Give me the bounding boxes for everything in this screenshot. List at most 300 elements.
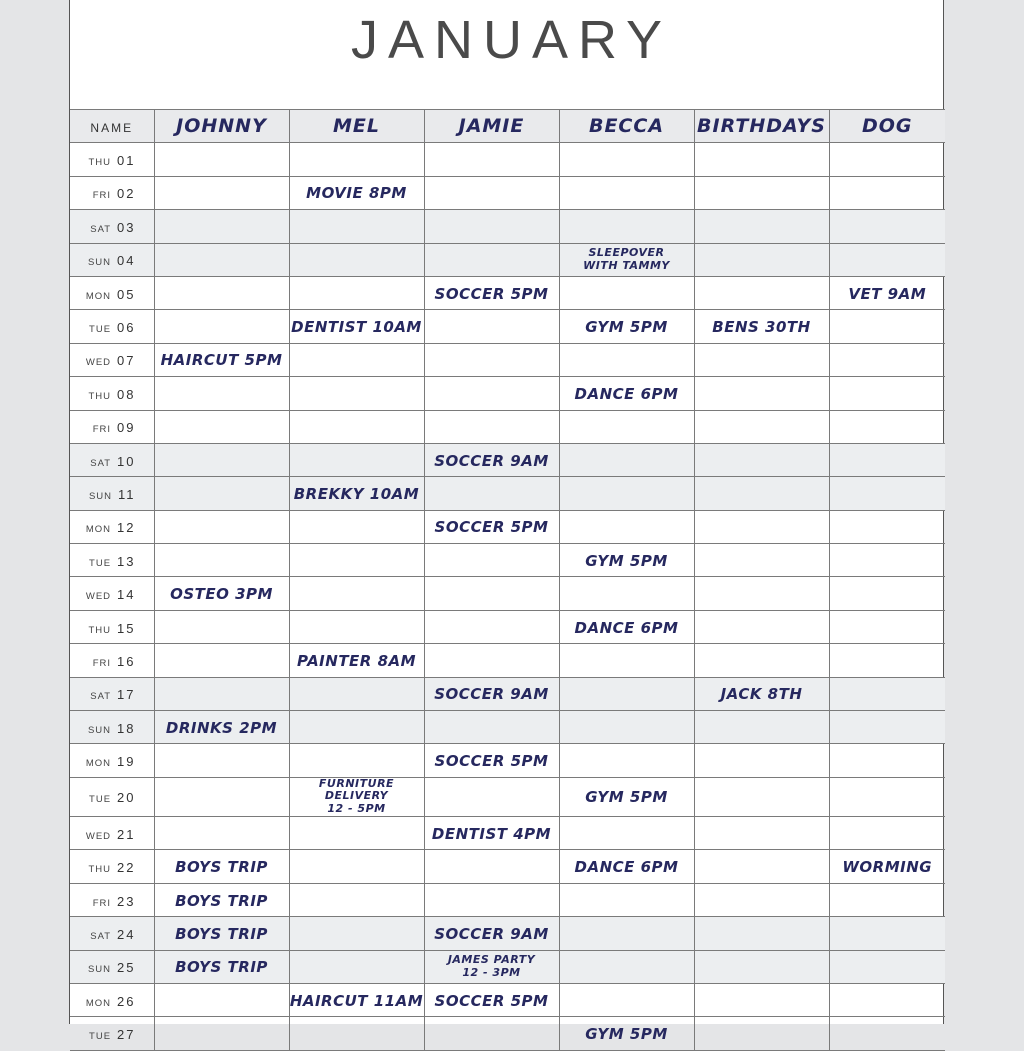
entry-cell[interactable] [154,176,289,209]
entry-cell[interactable] [829,850,945,883]
entry-text: DENTIST 4PM [431,824,552,843]
entry-cell[interactable] [424,477,559,510]
entry-cell[interactable] [694,817,829,850]
entry-cell[interactable] [694,176,829,209]
entry-cell[interactable] [559,777,694,816]
entry-cell[interactable] [559,377,694,410]
table-row [70,984,945,1017]
entry-cell[interactable] [829,377,945,410]
day-of-week: WED [85,830,112,842]
day-of-week: FRI [92,424,112,436]
entry-cell[interactable] [829,176,945,209]
entry-cell[interactable] [829,343,945,376]
entry-cell[interactable] [694,210,829,243]
day-number: 25 [117,960,136,976]
entry-cell[interactable] [559,410,694,443]
entry-cell[interactable] [694,510,829,543]
entry-cell[interactable] [559,243,694,276]
day-of-week: SAT [90,691,112,703]
day-of-week: WED [85,357,112,369]
entry-cell[interactable] [694,544,829,577]
day-cell [70,310,154,343]
entry-cell[interactable] [289,1017,424,1050]
day-of-week: MON [85,997,112,1009]
entry-cell[interactable] [289,544,424,577]
entry-cell[interactable] [424,343,559,376]
entry-text: BREKKY 10AM [293,484,420,503]
entry-cell[interactable] [424,243,559,276]
table-row [70,883,945,916]
entry-cell[interactable] [694,917,829,950]
entry-cell[interactable] [829,817,945,850]
entry-cell[interactable] [559,644,694,677]
column-header-dog [829,110,945,143]
entry-cell[interactable] [289,744,424,777]
entry-cell[interactable] [289,343,424,376]
entry-text: SOCCER 5PM [434,518,549,537]
entry-cell[interactable] [154,343,289,376]
day-number: 19 [117,754,136,770]
entry-cell[interactable] [154,210,289,243]
column-header-mel [289,110,424,143]
entry-text: FURNITURE DELIVERY 12 - 5PM [318,776,395,816]
table-row [70,644,945,677]
entry-cell[interactable] [424,817,559,850]
entry-cell[interactable] [829,744,945,777]
entry-cell[interactable] [289,850,424,883]
day-number: 22 [117,860,136,876]
column-header-johnny [154,110,289,143]
table-row [70,176,945,209]
entry-cell[interactable] [289,577,424,610]
day-number: 14 [117,587,136,603]
day-of-week: SAT [90,223,112,235]
day-cell [70,711,154,744]
entry-cell[interactable] [694,644,829,677]
entry-cell[interactable] [559,210,694,243]
entry-cell[interactable] [289,917,424,950]
entry-cell[interactable] [154,817,289,850]
day-of-week: MON [85,524,112,536]
day-of-week: SUN [88,490,112,502]
entry-cell[interactable] [829,477,945,510]
entry-cell[interactable] [559,950,694,983]
entry-cell[interactable] [289,176,424,209]
day-number: 02 [117,186,136,202]
day-cell [70,477,154,510]
entry-cell[interactable] [154,544,289,577]
table-row [70,777,945,816]
entry-cell[interactable] [694,883,829,916]
entry-cell[interactable] [559,610,694,643]
entry-text: SOCCER 5PM [434,284,549,303]
day-of-week: WED [85,591,112,603]
entry-text: BOYS TRIP [175,958,268,977]
entry-cell[interactable] [559,917,694,950]
table-row [70,1017,945,1050]
entry-cell[interactable] [424,510,559,543]
entry-cell[interactable] [424,210,559,243]
entry-cell[interactable] [154,610,289,643]
day-number: 07 [117,353,136,369]
entry-cell[interactable] [829,276,945,309]
entry-cell[interactable] [694,143,829,176]
entry-cell[interactable] [424,744,559,777]
entry-text: JAMES PARTY 12 - 3PM [447,953,536,979]
day-cell [70,443,154,476]
day-of-week: SAT [90,457,112,469]
entry-text: DANCE 6PM [574,384,679,403]
day-of-week: TUE [89,557,112,569]
table-row [70,544,945,577]
entry-cell[interactable] [289,477,424,510]
entry-cell[interactable] [829,243,945,276]
column-header-birthdays [694,110,829,143]
entry-cell[interactable] [694,984,829,1017]
day-of-week: THU [88,157,112,169]
table-row [70,343,945,376]
entry-text: SLEEPOVER WITH TAMMY [583,245,670,272]
day-number: 21 [117,826,136,842]
entry-cell[interactable] [829,950,945,983]
entry-cell[interactable] [829,1017,945,1050]
column-header-becca [559,110,694,143]
day-of-week: THU [88,864,112,876]
day-number: 10 [117,453,136,469]
entry-cell[interactable] [154,850,289,883]
entry-cell[interactable] [829,210,945,243]
entry-cell[interactable] [289,510,424,543]
entry-cell[interactable] [154,644,289,677]
day-number: 18 [117,720,136,736]
entry-text: SOCCER 9AM [434,924,549,943]
entry-cell[interactable] [424,1017,559,1050]
entry-text: BOYS TRIP [175,891,268,910]
day-number: 13 [117,553,136,569]
entry-cell[interactable] [694,410,829,443]
entry-cell[interactable] [289,410,424,443]
entry-cell[interactable] [424,984,559,1017]
entry-cell[interactable] [289,610,424,643]
entry-cell[interactable] [694,950,829,983]
entry-cell[interactable] [154,984,289,1017]
column-header-label: JOHNNY [176,115,267,138]
table-row [70,711,945,744]
column-header-label: JAMIE [458,115,525,138]
entry-cell[interactable] [829,984,945,1017]
entry-cell[interactable] [559,510,694,543]
day-number: 06 [117,320,136,336]
entry-cell[interactable] [559,544,694,577]
day-number: 12 [117,520,136,536]
entry-text: DRINKS 2PM [165,718,278,737]
entry-cell[interactable] [154,410,289,443]
entry-cell[interactable] [559,343,694,376]
month-title: JANUARY [70,0,943,110]
entry-cell[interactable] [154,917,289,950]
entry-cell[interactable] [829,777,945,816]
entry-text: MOVIE 8PM [306,184,407,203]
entry-cell[interactable] [559,310,694,343]
entry-cell[interactable] [424,850,559,883]
entry-cell[interactable] [424,917,559,950]
entry-cell[interactable] [694,243,829,276]
day-cell [70,243,154,276]
table-row [70,677,945,710]
entry-cell[interactable] [154,443,289,476]
table-row [70,243,945,276]
entry-cell[interactable] [289,276,424,309]
entry-cell[interactable] [154,477,289,510]
day-of-week: SAT [90,930,112,942]
entry-cell[interactable] [289,883,424,916]
day-cell [70,577,154,610]
entry-cell[interactable] [559,143,694,176]
entry-cell[interactable] [829,577,945,610]
entry-cell[interactable] [829,610,945,643]
day-number: 27 [117,1027,136,1043]
entry-cell[interactable] [694,711,829,744]
entry-cell[interactable] [829,677,945,710]
table-row [70,276,945,309]
column-header-jamie [424,110,559,143]
day-cell [70,950,154,983]
entry-cell[interactable] [289,677,424,710]
entry-text: BOYS TRIP [175,924,268,943]
entry-cell[interactable] [154,243,289,276]
entry-text: PAINTER 8AM [296,651,417,670]
entry-text: BOYS TRIP [175,858,268,877]
entry-cell[interactable] [424,143,559,176]
entry-cell[interactable] [154,1017,289,1050]
entry-cell[interactable] [424,644,559,677]
entry-cell[interactable] [694,443,829,476]
entry-text: SOCCER 9AM [434,451,549,470]
day-cell [70,744,154,777]
entry-cell[interactable] [154,744,289,777]
entry-text: VET 9AM [848,284,927,303]
entry-cell[interactable] [694,477,829,510]
day-number: 09 [117,420,136,436]
day-cell [70,343,154,376]
day-cell [70,143,154,176]
name-label: NAME [90,120,134,135]
entry-cell[interactable] [289,143,424,176]
entry-cell[interactable] [829,644,945,677]
table-row [70,577,945,610]
entry-cell[interactable] [559,677,694,710]
day-number: 05 [117,286,136,302]
entry-cell[interactable] [829,443,945,476]
header-row [70,110,945,143]
entry-cell[interactable] [694,377,829,410]
day-of-week: MON [85,290,112,302]
entry-cell[interactable] [559,711,694,744]
entry-cell[interactable] [694,610,829,643]
entry-cell[interactable] [154,677,289,710]
entry-cell[interactable] [694,850,829,883]
entry-cell[interactable] [154,577,289,610]
entry-cell[interactable] [289,243,424,276]
day-cell [70,777,154,816]
day-of-week: THU [88,624,112,636]
entry-cell[interactable] [424,777,559,816]
day-cell [70,817,154,850]
day-cell [70,1017,154,1050]
day-of-week: TUE [89,794,112,806]
entry-cell[interactable] [154,310,289,343]
entry-cell[interactable] [424,276,559,309]
entry-cell[interactable] [559,477,694,510]
entry-cell[interactable] [559,276,694,309]
entry-cell[interactable] [424,711,559,744]
entry-cell[interactable] [154,377,289,410]
entry-cell[interactable] [829,510,945,543]
entry-cell[interactable] [289,984,424,1017]
entry-text: GYM 5PM [585,551,668,570]
day-number: 04 [117,253,136,269]
entry-cell[interactable] [424,577,559,610]
entry-text: HAIRCUT 11AM [289,991,424,1010]
entry-cell[interactable] [829,883,945,916]
entry-cell[interactable] [829,410,945,443]
entry-cell[interactable] [559,176,694,209]
day-cell [70,984,154,1017]
entry-cell[interactable] [829,711,945,744]
entry-cell[interactable] [154,711,289,744]
day-of-week: FRI [92,897,112,909]
day-cell [70,210,154,243]
entry-cell[interactable] [559,1017,694,1050]
day-cell [70,510,154,543]
day-number: 26 [117,993,136,1009]
entry-cell[interactable] [694,343,829,376]
entry-cell[interactable] [694,677,829,710]
entry-cell[interactable] [559,850,694,883]
entry-cell[interactable] [154,143,289,176]
day-of-week: FRI [92,190,112,202]
entry-cell[interactable] [289,817,424,850]
day-number: 23 [117,893,136,909]
entry-text: DENTIST 10AM [291,318,422,337]
entry-cell[interactable] [154,777,289,816]
entry-cell[interactable] [424,377,559,410]
day-cell [70,410,154,443]
table-row [70,377,945,410]
day-cell [70,544,154,577]
entry-cell[interactable] [154,883,289,916]
entry-cell[interactable] [289,950,424,983]
entry-cell[interactable] [154,276,289,309]
entry-cell[interactable] [829,310,945,343]
entry-text: SOCCER 5PM [434,991,549,1010]
day-cell [70,883,154,916]
entry-cell[interactable] [424,610,559,643]
day-cell [70,377,154,410]
entry-cell[interactable] [694,310,829,343]
entry-text: GYM 5PM [585,788,668,807]
entry-cell[interactable] [559,744,694,777]
entry-cell[interactable] [289,711,424,744]
day-cell [70,276,154,309]
day-number: 11 [118,486,136,502]
entry-cell[interactable] [424,544,559,577]
entry-cell[interactable] [694,1017,829,1050]
day-cell [70,917,154,950]
table-row [70,477,945,510]
entry-cell[interactable] [694,777,829,816]
entry-cell[interactable] [829,544,945,577]
name-column-header [70,110,154,143]
entry-cell[interactable] [559,577,694,610]
table-row [70,610,945,643]
entry-cell[interactable] [289,777,424,816]
day-of-week: SUN [87,724,112,736]
entry-cell[interactable] [559,883,694,916]
table-row [70,917,945,950]
day-cell [70,176,154,209]
entry-cell[interactable] [424,410,559,443]
entry-cell[interactable] [694,577,829,610]
day-of-week: TUE [89,1031,112,1043]
entry-cell[interactable] [289,644,424,677]
column-header-label: DOG [861,115,913,138]
entry-cell[interactable] [559,443,694,476]
entry-cell[interactable] [694,744,829,777]
entry-text: SOCCER 9AM [434,685,549,704]
entry-cell[interactable] [829,143,945,176]
entry-cell[interactable] [289,310,424,343]
day-number: 15 [117,620,136,636]
day-number: 03 [117,219,136,235]
entry-cell[interactable] [154,950,289,983]
column-header-label: MEL [333,115,380,138]
day-of-week: SUN [87,964,112,976]
entry-text: WORMING [842,858,933,877]
table-row [70,817,945,850]
column-header-label: BIRTHDAYS [697,115,826,138]
entry-cell[interactable] [289,377,424,410]
entry-cell[interactable] [424,176,559,209]
entry-cell[interactable] [154,510,289,543]
entry-cell[interactable] [289,210,424,243]
day-number: 24 [117,926,136,942]
entry-cell[interactable] [289,443,424,476]
day-of-week: MON [85,758,112,770]
entry-text: DANCE 6PM [574,618,679,637]
entry-cell[interactable] [424,950,559,983]
day-cell [70,677,154,710]
entry-cell[interactable] [424,310,559,343]
table-row [70,310,945,343]
planner-body [70,143,945,1050]
day-number: 08 [117,386,136,402]
day-number: 17 [117,687,136,703]
entry-cell[interactable] [424,677,559,710]
entry-text: GYM 5PM [585,318,668,337]
table-row [70,410,945,443]
table-row [70,950,945,983]
entry-cell[interactable] [559,984,694,1017]
day-of-week: TUE [89,324,112,336]
entry-cell[interactable] [559,817,694,850]
entry-cell[interactable] [424,883,559,916]
entry-cell[interactable] [829,917,945,950]
table-row [70,510,945,543]
entry-cell[interactable] [424,443,559,476]
entry-cell[interactable] [694,276,829,309]
day-number: 01 [117,153,136,169]
